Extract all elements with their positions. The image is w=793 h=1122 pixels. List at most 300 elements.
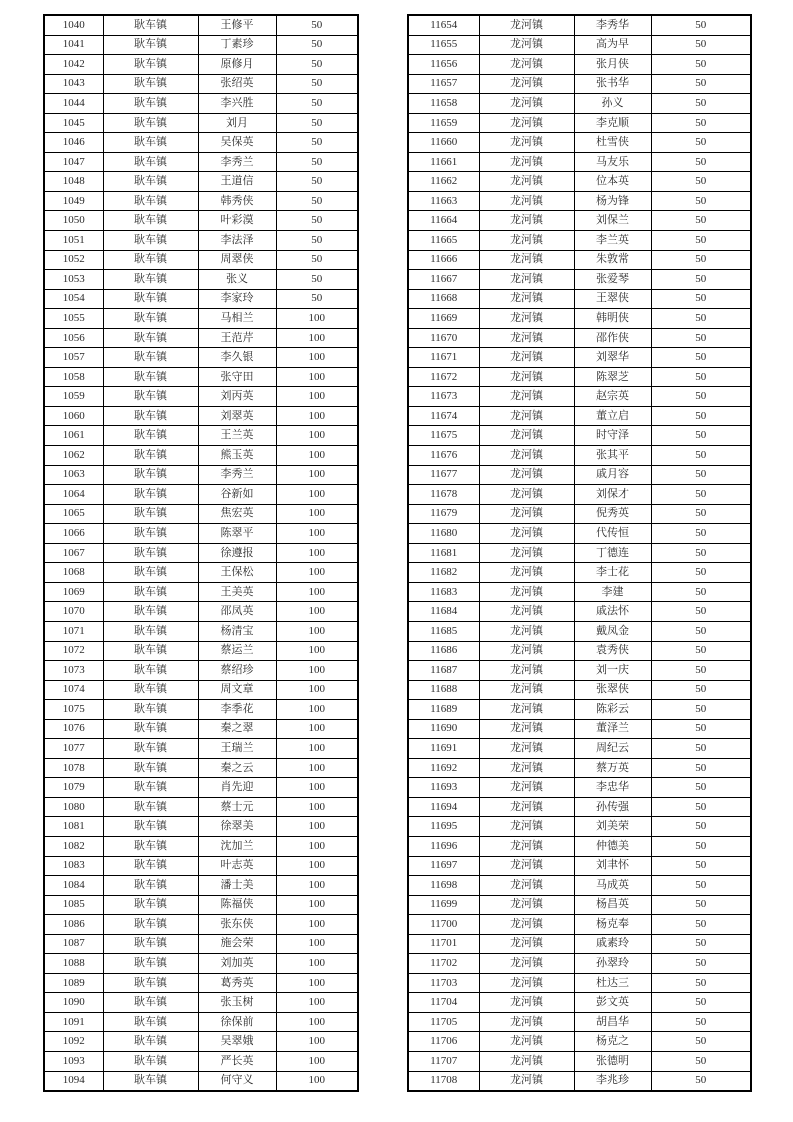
cell-person-name: 彭文英: [574, 993, 651, 1013]
cell-town-name: 龙河镇: [479, 133, 574, 153]
cell-person-name: 刘丙英: [198, 387, 276, 407]
table-row: [44, 172, 358, 192]
cell-amount: 50: [651, 172, 751, 192]
cell-amount: 100: [276, 328, 358, 348]
cell-amount: 50: [651, 426, 751, 446]
cell-person-name: 杨克奉: [574, 915, 651, 935]
cell-amount: 50: [651, 700, 751, 720]
cell-person-name: 袁秀侠: [574, 641, 651, 661]
table-row: [44, 113, 358, 133]
table-row: [408, 406, 751, 426]
cell-amount: 50: [651, 113, 751, 133]
cell-person-name: 杨为锋: [574, 191, 651, 211]
table-row: [408, 1032, 751, 1052]
cell-person-name: 丁素珍: [198, 35, 276, 55]
cell-serial-number: 11663: [408, 191, 479, 211]
cell-town-name: 耿车镇: [103, 1032, 198, 1052]
table-row: [44, 94, 358, 114]
cell-serial-number: 11698: [408, 876, 479, 896]
cell-amount: 50: [276, 35, 358, 55]
cell-person-name: 王翠侠: [574, 289, 651, 309]
cell-serial-number: 11677: [408, 465, 479, 485]
cell-town-name: 龙河镇: [479, 719, 574, 739]
cell-person-name: 陈福侠: [198, 895, 276, 915]
cell-person-name: 孙义: [574, 94, 651, 114]
cell-town-name: 耿车镇: [103, 954, 198, 974]
cell-person-name: 李秀兰: [198, 152, 276, 172]
cell-amount: 50: [651, 895, 751, 915]
cell-amount: 100: [276, 915, 358, 935]
cell-town-name: 龙河镇: [479, 797, 574, 817]
cell-amount: 50: [276, 133, 358, 153]
cell-amount: 50: [651, 524, 751, 544]
cell-town-name: 耿车镇: [103, 1051, 198, 1071]
cell-amount: 50: [651, 739, 751, 759]
cell-serial-number: 1066: [44, 524, 103, 544]
table-row: [44, 895, 358, 915]
cell-serial-number: 1063: [44, 465, 103, 485]
cell-amount: 100: [276, 876, 358, 896]
cell-person-name: 王范芹: [198, 328, 276, 348]
cell-person-name: 徐保前: [198, 1012, 276, 1032]
cell-amount: 100: [276, 758, 358, 778]
cell-town-name: 龙河镇: [479, 35, 574, 55]
cell-serial-number: 1087: [44, 934, 103, 954]
cell-person-name: 刘翠英: [198, 406, 276, 426]
cell-town-name: 龙河镇: [479, 426, 574, 446]
table-row: [44, 348, 358, 368]
table-row: [44, 191, 358, 211]
table-row: [408, 1012, 751, 1032]
table-row: [44, 485, 358, 505]
cell-town-name: 耿车镇: [103, 719, 198, 739]
cell-amount: 50: [651, 270, 751, 290]
cell-person-name: 高为早: [574, 35, 651, 55]
table-row: [408, 328, 751, 348]
cell-amount: 50: [651, 915, 751, 935]
table-row: [408, 778, 751, 798]
cell-serial-number: 1051: [44, 231, 103, 251]
cell-person-name: 李法泽: [198, 231, 276, 251]
cell-serial-number: 11708: [408, 1071, 479, 1091]
cell-person-name: 戴凤金: [574, 621, 651, 641]
cell-amount: 50: [651, 856, 751, 876]
cell-serial-number: 11658: [408, 94, 479, 114]
cell-serial-number: 1040: [44, 15, 103, 35]
cell-serial-number: 11660: [408, 133, 479, 153]
cell-serial-number: 11684: [408, 602, 479, 622]
table-row: [44, 700, 358, 720]
table-row: [44, 367, 358, 387]
table-row: [44, 563, 358, 583]
table-row: [408, 661, 751, 681]
table-row: [408, 172, 751, 192]
cell-person-name: 董立启: [574, 406, 651, 426]
cell-amount: 50: [651, 1012, 751, 1032]
table-row: [44, 524, 358, 544]
table-row: [44, 993, 358, 1013]
cell-amount: 50: [651, 1071, 751, 1091]
cell-town-name: 耿车镇: [103, 231, 198, 251]
table-row: [408, 289, 751, 309]
cell-amount: 50: [276, 152, 358, 172]
cell-serial-number: 11675: [408, 426, 479, 446]
cell-person-name: 张东侠: [198, 915, 276, 935]
cell-serial-number: 11685: [408, 621, 479, 641]
cell-town-name: 龙河镇: [479, 543, 574, 563]
cell-serial-number: 1072: [44, 641, 103, 661]
cell-amount: 100: [276, 524, 358, 544]
cell-amount: 50: [651, 973, 751, 993]
cell-town-name: 耿车镇: [103, 465, 198, 485]
table-row: [44, 152, 358, 172]
table-row: [44, 836, 358, 856]
table-row: [408, 270, 751, 290]
table-row: [44, 680, 358, 700]
cell-amount: 100: [276, 954, 358, 974]
cell-person-name: 周纪云: [574, 739, 651, 759]
table-row: [44, 446, 358, 466]
cell-serial-number: 11665: [408, 231, 479, 251]
cell-serial-number: 1075: [44, 700, 103, 720]
cell-town-name: 耿车镇: [103, 758, 198, 778]
cell-serial-number: 1062: [44, 446, 103, 466]
cell-person-name: 周文章: [198, 680, 276, 700]
cell-amount: 100: [276, 504, 358, 524]
table-row: [408, 934, 751, 954]
cell-person-name: 朱敦常: [574, 250, 651, 270]
cell-person-name: 王美英: [198, 582, 276, 602]
cell-town-name: 龙河镇: [479, 74, 574, 94]
cell-serial-number: 1084: [44, 876, 103, 896]
cell-serial-number: 11688: [408, 680, 479, 700]
cell-person-name: 原修月: [198, 55, 276, 75]
cell-amount: 50: [651, 133, 751, 153]
cell-town-name: 耿车镇: [103, 94, 198, 114]
cell-town-name: 耿车镇: [103, 387, 198, 407]
cell-amount: 50: [651, 250, 751, 270]
cell-town-name: 龙河镇: [479, 406, 574, 426]
cell-serial-number: 11700: [408, 915, 479, 935]
table-row: [408, 973, 751, 993]
cell-person-name: 李兴胜: [198, 94, 276, 114]
cell-town-name: 龙河镇: [479, 739, 574, 759]
cell-amount: 100: [276, 836, 358, 856]
cell-serial-number: 1049: [44, 191, 103, 211]
cell-amount: 50: [276, 74, 358, 94]
cell-amount: 100: [276, 582, 358, 602]
cell-serial-number: 1079: [44, 778, 103, 798]
cell-person-name: 杜雪侠: [574, 133, 651, 153]
cell-town-name: 龙河镇: [479, 915, 574, 935]
table-row: [44, 1032, 358, 1052]
cell-serial-number: 11682: [408, 563, 479, 583]
cell-town-name: 耿车镇: [103, 74, 198, 94]
cell-serial-number: 11662: [408, 172, 479, 192]
cell-person-name: 潘士美: [198, 876, 276, 896]
cell-person-name: 叶彩漠: [198, 211, 276, 231]
cell-town-name: 龙河镇: [479, 680, 574, 700]
cell-amount: 100: [276, 563, 358, 583]
cell-amount: 100: [276, 465, 358, 485]
table-row: [408, 641, 751, 661]
table-row: [408, 954, 751, 974]
cell-amount: 50: [276, 270, 358, 290]
table-row: [44, 289, 358, 309]
cell-amount: 100: [276, 856, 358, 876]
table-row: [44, 719, 358, 739]
cell-amount: 50: [651, 328, 751, 348]
cell-town-name: 龙河镇: [479, 602, 574, 622]
cell-person-name: 李兆珍: [574, 1071, 651, 1091]
cell-town-name: 耿车镇: [103, 543, 198, 563]
cell-person-name: 韩秀侠: [198, 191, 276, 211]
table-row: [44, 1051, 358, 1071]
cell-amount: 100: [276, 485, 358, 505]
cell-amount: 50: [651, 387, 751, 407]
cell-amount: 50: [651, 876, 751, 896]
cell-town-name: 龙河镇: [479, 700, 574, 720]
table-row: [408, 113, 751, 133]
cell-amount: 100: [276, 387, 358, 407]
cell-serial-number: 1077: [44, 739, 103, 759]
cell-serial-number: 11681: [408, 543, 479, 563]
cell-town-name: 耿车镇: [103, 289, 198, 309]
table-row: [44, 778, 358, 798]
table-row: [408, 504, 751, 524]
table-row: [408, 309, 751, 329]
cell-person-name: 严长英: [198, 1051, 276, 1071]
cell-serial-number: 11668: [408, 289, 479, 309]
cell-town-name: 耿车镇: [103, 739, 198, 759]
cell-person-name: 倪秀英: [574, 504, 651, 524]
cell-serial-number: 1044: [44, 94, 103, 114]
table-row: [408, 758, 751, 778]
table-row: [44, 35, 358, 55]
cell-town-name: 耿车镇: [103, 973, 198, 993]
cell-person-name: 陈翠平: [198, 524, 276, 544]
cell-person-name: 孙传强: [574, 797, 651, 817]
cell-serial-number: 11669: [408, 309, 479, 329]
table-row: [408, 915, 751, 935]
cell-amount: 100: [276, 641, 358, 661]
table-row: [44, 856, 358, 876]
cell-serial-number: 1091: [44, 1012, 103, 1032]
cell-person-name: 张守田: [198, 367, 276, 387]
cell-serial-number: 1082: [44, 836, 103, 856]
cell-amount: 100: [276, 406, 358, 426]
table-row: [44, 817, 358, 837]
cell-serial-number: 1068: [44, 563, 103, 583]
cell-person-name: 张绍英: [198, 74, 276, 94]
table-row: [408, 74, 751, 94]
cell-serial-number: 1046: [44, 133, 103, 153]
cell-town-name: 耿车镇: [103, 1012, 198, 1032]
cell-amount: 50: [651, 446, 751, 466]
cell-amount: 100: [276, 367, 358, 387]
cell-serial-number: 1058: [44, 367, 103, 387]
cell-town-name: 耿车镇: [103, 406, 198, 426]
cell-town-name: 耿车镇: [103, 876, 198, 896]
cell-amount: 50: [276, 231, 358, 251]
cell-person-name: 刘一庆: [574, 661, 651, 681]
cell-person-name: 施会荣: [198, 934, 276, 954]
cell-person-name: 张其平: [574, 446, 651, 466]
cell-town-name: 龙河镇: [479, 1071, 574, 1091]
cell-town-name: 耿车镇: [103, 328, 198, 348]
cell-amount: 50: [651, 191, 751, 211]
cell-town-name: 龙河镇: [479, 94, 574, 114]
cell-amount: 50: [651, 55, 751, 75]
cell-serial-number: 11692: [408, 758, 479, 778]
cell-amount: 50: [276, 211, 358, 231]
table-row: [44, 739, 358, 759]
cell-town-name: 龙河镇: [479, 876, 574, 896]
cell-town-name: 龙河镇: [479, 582, 574, 602]
cell-person-name: 张义: [198, 270, 276, 290]
table-row: [408, 797, 751, 817]
cell-town-name: 耿车镇: [103, 524, 198, 544]
cell-amount: 100: [276, 680, 358, 700]
cell-serial-number: 11680: [408, 524, 479, 544]
cell-person-name: 王兰英: [198, 426, 276, 446]
table-row: [44, 328, 358, 348]
cell-person-name: 李家玲: [198, 289, 276, 309]
cell-serial-number: 11690: [408, 719, 479, 739]
table-row: [408, 446, 751, 466]
cell-serial-number: 11695: [408, 817, 479, 837]
cell-person-name: 秦之翠: [198, 719, 276, 739]
table-row: [408, 133, 751, 153]
cell-amount: 50: [651, 680, 751, 700]
cell-person-name: 杨昌英: [574, 895, 651, 915]
table-row: [44, 133, 358, 153]
cell-serial-number: 11657: [408, 74, 479, 94]
cell-serial-number: 1070: [44, 602, 103, 622]
cell-serial-number: 11664: [408, 211, 479, 231]
cell-person-name: 戚素玲: [574, 934, 651, 954]
table-row: [408, 1051, 751, 1071]
table-row: [408, 543, 751, 563]
table-row: [408, 836, 751, 856]
cell-person-name: 杜达三: [574, 973, 651, 993]
table-row: [44, 1071, 358, 1091]
cell-town-name: 耿车镇: [103, 250, 198, 270]
cell-town-name: 耿车镇: [103, 582, 198, 602]
cell-town-name: 龙河镇: [479, 836, 574, 856]
cell-serial-number: 11704: [408, 993, 479, 1013]
table-row: [408, 895, 751, 915]
cell-serial-number: 11674: [408, 406, 479, 426]
table-row: [408, 524, 751, 544]
table-row: [408, 191, 751, 211]
cell-serial-number: 1089: [44, 973, 103, 993]
cell-serial-number: 1071: [44, 621, 103, 641]
cell-serial-number: 1047: [44, 152, 103, 172]
cell-serial-number: 1069: [44, 582, 103, 602]
cell-amount: 50: [651, 817, 751, 837]
cell-amount: 50: [651, 621, 751, 641]
cell-serial-number: 11705: [408, 1012, 479, 1032]
cell-town-name: 龙河镇: [479, 856, 574, 876]
cell-amount: 50: [651, 582, 751, 602]
cell-serial-number: 11689: [408, 700, 479, 720]
table-row: [44, 934, 358, 954]
table-row: [44, 876, 358, 896]
cell-amount: 100: [276, 934, 358, 954]
cell-person-name: 谷新如: [198, 485, 276, 505]
cell-serial-number: 1067: [44, 543, 103, 563]
cell-amount: 50: [651, 1032, 751, 1052]
cell-town-name: 龙河镇: [479, 661, 574, 681]
cell-town-name: 耿车镇: [103, 485, 198, 505]
cell-serial-number: 1088: [44, 954, 103, 974]
cell-serial-number: 1056: [44, 328, 103, 348]
cell-town-name: 龙河镇: [479, 250, 574, 270]
cell-person-name: 张书华: [574, 74, 651, 94]
cell-town-name: 耿车镇: [103, 15, 198, 35]
cell-amount: 100: [276, 309, 358, 329]
cell-town-name: 龙河镇: [479, 1012, 574, 1032]
cell-town-name: 耿车镇: [103, 446, 198, 466]
cell-person-name: 邵凤英: [198, 602, 276, 622]
cell-town-name: 耿车镇: [103, 563, 198, 583]
table-row: [44, 602, 358, 622]
cell-serial-number: 1059: [44, 387, 103, 407]
table-row: [408, 993, 751, 1013]
table-row: [44, 1012, 358, 1032]
cell-amount: 100: [276, 993, 358, 1013]
table-row: [44, 426, 358, 446]
cell-person-name: 张月侠: [574, 55, 651, 75]
cell-serial-number: 11676: [408, 446, 479, 466]
cell-amount: 50: [651, 602, 751, 622]
cell-town-name: 耿车镇: [103, 778, 198, 798]
cell-serial-number: 1085: [44, 895, 103, 915]
cell-town-name: 耿车镇: [103, 836, 198, 856]
table-row: [44, 250, 358, 270]
cell-person-name: 熊玉英: [198, 446, 276, 466]
table-row: [408, 465, 751, 485]
cell-person-name: 刘保才: [574, 485, 651, 505]
cell-serial-number: 1052: [44, 250, 103, 270]
table-row: [408, 621, 751, 641]
cell-serial-number: 11706: [408, 1032, 479, 1052]
cell-person-name: 秦之云: [198, 758, 276, 778]
cell-amount: 50: [651, 406, 751, 426]
table-row: [44, 387, 358, 407]
cell-amount: 100: [276, 621, 358, 641]
cell-amount: 100: [276, 1051, 358, 1071]
table-row: [408, 817, 751, 837]
cell-town-name: 耿车镇: [103, 1071, 198, 1091]
cell-person-name: 徐翠美: [198, 817, 276, 837]
cell-town-name: 耿车镇: [103, 152, 198, 172]
cell-amount: 100: [276, 1032, 358, 1052]
cell-serial-number: 11687: [408, 661, 479, 681]
cell-amount: 50: [651, 934, 751, 954]
table-row: [44, 973, 358, 993]
table-row: [44, 661, 358, 681]
cell-town-name: 耿车镇: [103, 367, 198, 387]
cell-person-name: 戚月容: [574, 465, 651, 485]
cell-town-name: 耿车镇: [103, 309, 198, 329]
cell-person-name: 李克顺: [574, 113, 651, 133]
cell-serial-number: 1060: [44, 406, 103, 426]
table-row: [44, 758, 358, 778]
cell-amount: 100: [276, 348, 358, 368]
cell-person-name: 蔡万英: [574, 758, 651, 778]
